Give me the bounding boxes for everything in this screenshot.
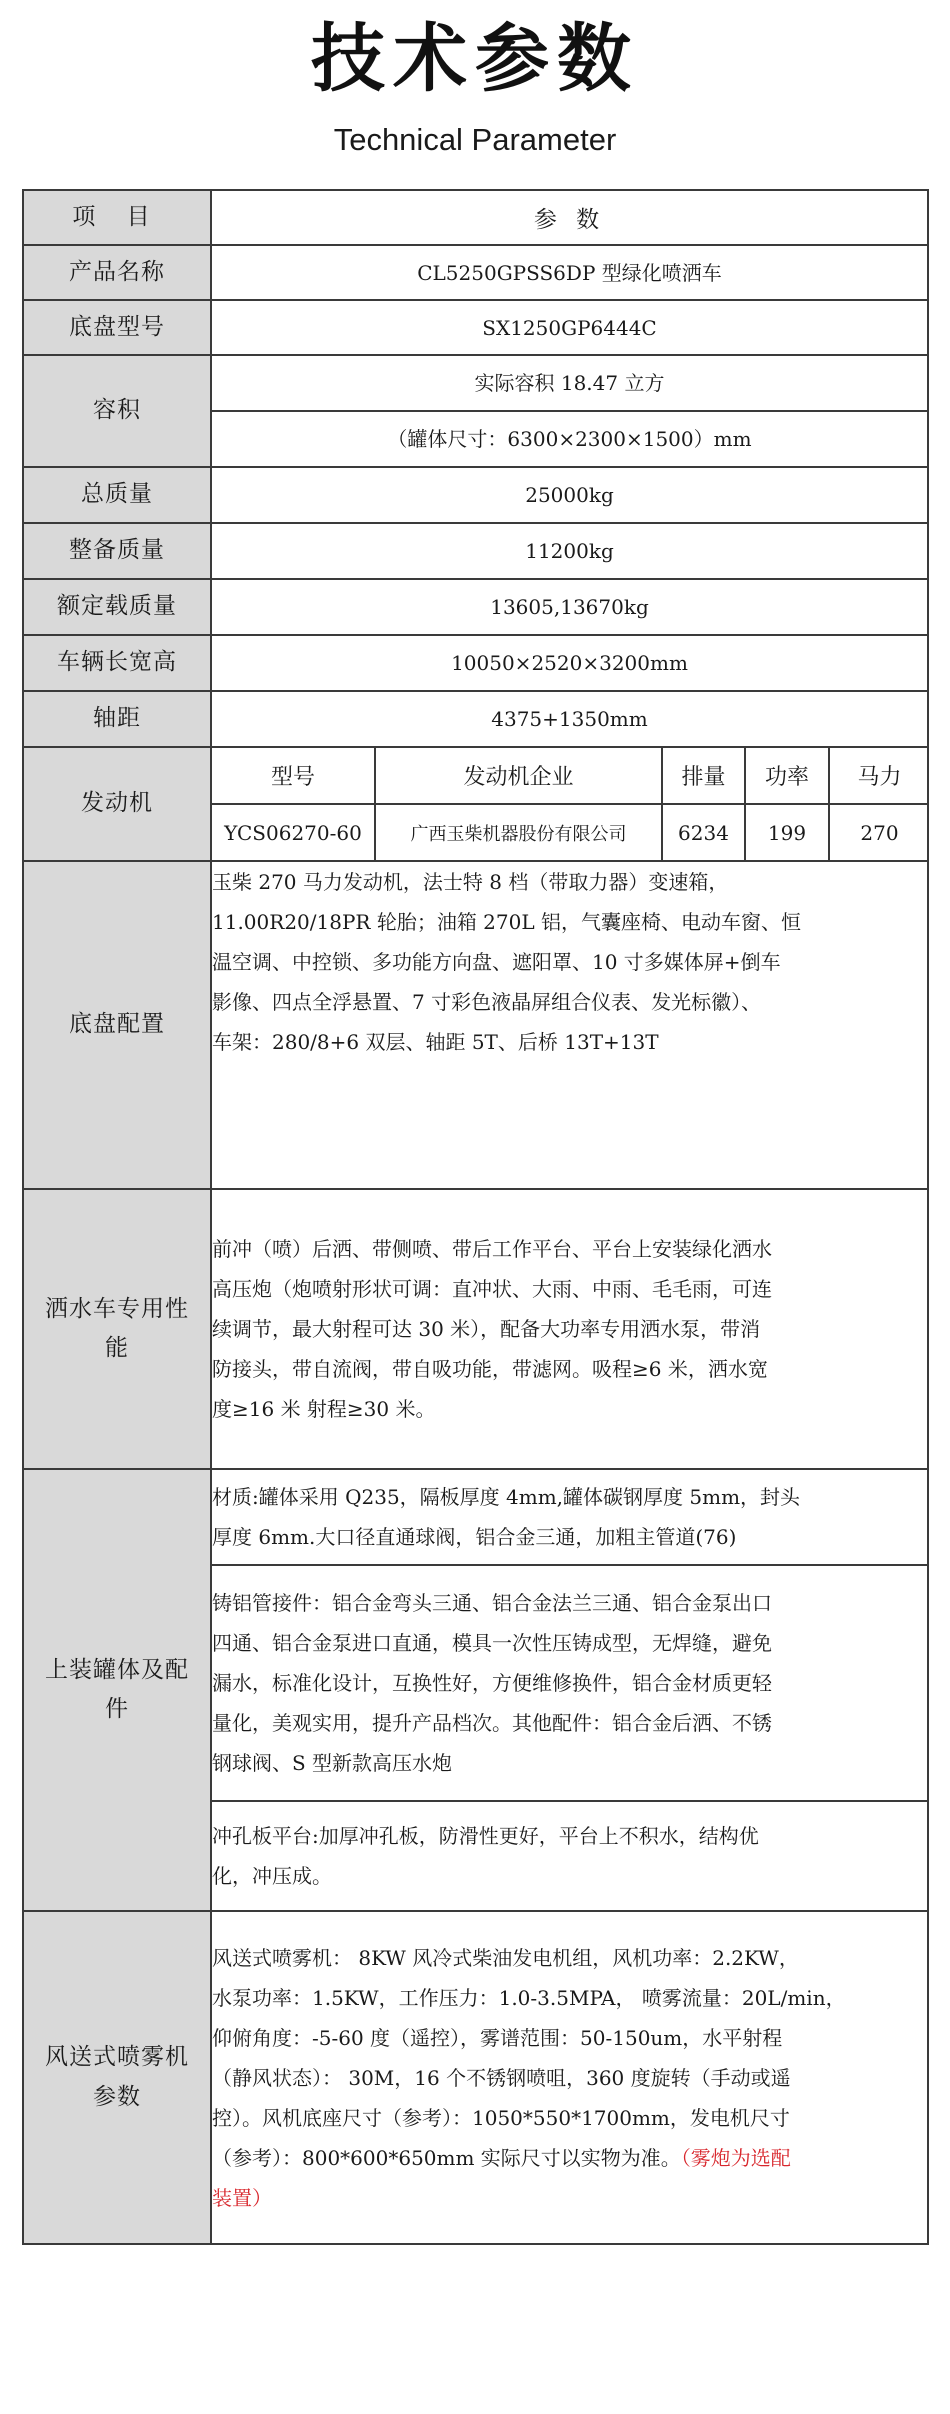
row-chassis-config (23, 861, 928, 1189)
header-item: 项 目 (23, 190, 211, 245)
value-volume-tank-size: （罐体尺寸：6300×2300×1500）mm (211, 411, 928, 467)
label-volume: 容积 (23, 355, 211, 467)
engine-header-horsepower: 马力 (829, 748, 929, 804)
value-chassis-config (211, 861, 928, 1189)
header-row (23, 190, 928, 245)
page-title: 技术参数 (311, 16, 639, 102)
engine-header-maker: 发动机企业 (375, 748, 662, 804)
page-subtitle: Technical Parameter (333, 122, 617, 157)
engine-cell (211, 747, 928, 861)
tank-platform-line: 冲孔板平台:加厚冲孔板，防滑性更好，平台上不积水，结构优 (212, 1824, 759, 1848)
row-volume-1 (23, 355, 928, 411)
header-param: 参 数 (211, 190, 928, 245)
row-total-mass (23, 467, 928, 523)
mist-line-text: （参考）：800*600*650mm 实际尺寸以实物为准。 (212, 2145, 681, 2170)
engine-value-model: YCS06270-60 (212, 804, 375, 860)
label-mist-line1: 风送式喷雾机 (45, 2044, 189, 2071)
label-chassis-config: 底盘配置 (23, 861, 211, 1189)
value-tank-platform (211, 1801, 928, 1911)
engine-header-model: 型号 (212, 748, 375, 804)
value-curb-mass: 11200kg (211, 523, 928, 579)
engine-header-row (212, 748, 929, 804)
row-wheelbase (23, 691, 928, 747)
label-mist-line2: 参数 (93, 2083, 141, 2110)
mist-line: 控）。风机底座尺寸（参考）：1050*550*1700mm，发电机尺寸 (212, 2105, 790, 2130)
tank-fittings-line: 量化，美观实用，提升产品档次。其他配件：铝合金后洒、不锈 (212, 1711, 772, 1735)
label-mist (23, 1911, 211, 2244)
tank-fittings-line: 漏水，标准化设计，互换性好，方便维修换件，铝合金材质更轻 (212, 1671, 772, 1695)
tank-fittings-line: 铸铝管接件：铝合金弯头三通、铝合金法兰三通、铝合金泵出口 (212, 1591, 772, 1615)
label-tank-line2: 件 (105, 1696, 129, 1722)
spec-table (22, 189, 929, 2245)
mist-line: 风送式喷雾机： 8KW 风冷式柴油发电机组，风机功率：2.2KW， (212, 1945, 799, 1970)
engine-value-power: 199 (745, 804, 829, 860)
sprinkler-line: 续调节，最大射程可达 30 米），配备大功率专用洒水泵，带消 (212, 1317, 761, 1341)
label-chassis-model: 底盘型号 (23, 300, 211, 355)
tank-fittings-line: 四通、铝合金泵进口直通，模具一次性压铸成型，无焊缝，避免 (212, 1631, 772, 1655)
sprinkler-line: 前冲（喷）后洒、带侧喷、带后工作平台、平台上安装绿化洒水 (212, 1237, 772, 1261)
chassis-config-line: 车架：280/8+6 双层、轴距 5T、后桥 13T+13T (212, 1030, 659, 1054)
tank-material-line: 厚度 6mm.大口径直通球阀，铝合金三通，加粗主管道(76) (212, 1525, 737, 1549)
value-total-mass: 25000kg (211, 467, 928, 523)
tank-material-line: 材质:罐体采用 Q235，隔板厚度 4mm,罐体碳钢厚度 5mm，封头 (212, 1485, 801, 1509)
engine-header-power: 功率 (745, 748, 829, 804)
label-rated-load: 额定载质量 (23, 579, 211, 635)
engine-header-displacement: 排量 (662, 748, 745, 804)
tank-platform-line: 化，冲压成。 (212, 1864, 332, 1888)
label-curb-mass: 整备质量 (23, 523, 211, 579)
engine-value-displacement: 6234 (662, 804, 745, 860)
value-volume-actual: 实际容积 18.47 立方 (211, 355, 928, 411)
value-chassis-model: SX1250GP6444C (211, 300, 928, 355)
row-mist (23, 1911, 928, 2244)
row-product-name (23, 245, 928, 300)
value-wheelbase: 4375+1350mm (211, 691, 928, 747)
tank-fittings-line: 钢球阀、S 型新款高压水炮 (212, 1751, 453, 1775)
row-tank-material (23, 1469, 928, 1565)
mist-line: （静风状态）： 30M，16 个不锈钢喷咀，360 度旋转（手动或遥 (212, 2065, 791, 2090)
engine-value-row (212, 804, 929, 860)
row-chassis-model (23, 300, 928, 355)
label-tank (23, 1469, 211, 1911)
value-tank-material (211, 1469, 928, 1565)
row-dimensions (23, 635, 928, 691)
chassis-config-line: 温空调、中控锁、多功能方向盘、遮阳罩、10 寸多媒体屏+倒车 (212, 950, 781, 974)
mist-line: 仰俯角度：-5-60 度（遥控），雾谱范围：50-150um，水平射程 (212, 2025, 783, 2050)
value-dimensions: 10050×2520×3200mm (211, 635, 928, 691)
label-sprinkler-line2: 能 (105, 1335, 129, 1361)
value-rated-load: 13605,13670kg (211, 579, 928, 635)
chassis-config-line: 11.00R20/18PR 轮胎；油箱 270L 铝，气囊座椅、电动车窗、恒 (212, 910, 801, 934)
label-engine: 发动机 (23, 747, 211, 861)
label-total-mass: 总质量 (23, 467, 211, 523)
mist-optional-note-cont: 装置） (212, 2185, 272, 2210)
label-sprinkler-line1: 洒水车专用性 (45, 1295, 189, 1322)
mist-line-last (212, 2138, 927, 2178)
label-product-name: 产品名称 (23, 245, 211, 300)
value-tank-fittings (211, 1565, 928, 1801)
chassis-config-line: 影像、四点全浮悬置、7 寸彩色液晶屏组合仪表、发光标徽）、 (212, 990, 762, 1014)
engine-value-maker: 广西玉柴机器股份有限公司 (375, 804, 662, 860)
mist-optional-note: （雾炮为选配 (680, 2145, 791, 2170)
value-sprinkler (211, 1189, 928, 1469)
value-product-name: CL5250GPSS6DP 型绿化喷洒车 (211, 245, 928, 300)
row-sprinkler (23, 1189, 928, 1469)
sprinkler-line: 防接头，带自流阀，带自吸功能，带滤网。吸程≥6 米，洒水宽 (212, 1357, 768, 1381)
value-mist (211, 1911, 928, 2244)
label-tank-line1: 上装罐体及配 (45, 1656, 189, 1683)
chassis-config-line: 玉柴 270 马力发动机，法士特 8 档（带取力器）变速箱， (212, 870, 729, 894)
mist-line: 水泵功率：1.5KW，工作压力：1.0-3.5MPA， 喷雾流量：20L/min， (212, 1985, 846, 2010)
engine-subtable (212, 748, 929, 860)
label-wheelbase: 轴距 (23, 691, 211, 747)
sprinkler-line: 高压炮（炮喷射形状可调：直冲状、大雨、中雨、毛毛雨，可连 (212, 1277, 772, 1301)
engine-value-horsepower: 270 (829, 804, 929, 860)
label-dimensions: 车辆长宽高 (23, 635, 211, 691)
sprinkler-line: 度≥16 米 射程≥30 米。 (212, 1397, 436, 1421)
row-engine (23, 747, 928, 861)
label-sprinkler (23, 1189, 211, 1469)
row-rated-load (23, 579, 928, 635)
row-curb-mass (23, 523, 928, 579)
